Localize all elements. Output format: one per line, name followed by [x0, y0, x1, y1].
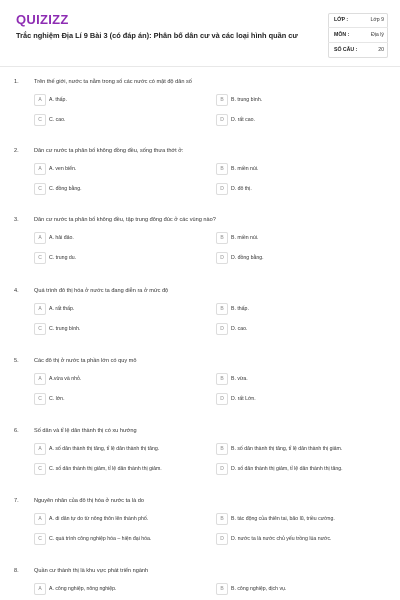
option-text: A. rất thấp.	[49, 306, 75, 312]
meta-row-subject	[328, 28, 388, 43]
option-text: B. tác động của thiên tai, bão lũ, triều cường.	[231, 516, 335, 522]
option-letter-box[interactable]: B	[216, 232, 228, 244]
option-letter-box[interactable]: B	[216, 94, 228, 106]
quizizz-logo: QUIZIZZ	[16, 12, 69, 27]
option-letter-box[interactable]: A	[34, 443, 46, 455]
option-letter-box[interactable]: B	[216, 373, 228, 385]
option-letter-box[interactable]: D	[216, 323, 228, 335]
meta-row-class	[328, 13, 388, 28]
meta-value: 20	[378, 47, 384, 53]
option-letter-box[interactable]: A	[34, 94, 46, 106]
option-text: C. trung bình.	[49, 326, 81, 332]
option-letter-box[interactable]: A	[34, 513, 46, 525]
option-text: A. hải đảo.	[49, 235, 74, 241]
meta-key: MÔN :	[334, 32, 350, 38]
question-text: Trên thế giới, nước ta nằm trong số các nước có mật độ dân số	[34, 79, 192, 85]
question-number: 4.	[14, 288, 19, 294]
meta-value: Địa lý	[371, 32, 384, 38]
option-text: C. lớn.	[49, 396, 65, 402]
option-text: B. số dân thành thị tăng, tỉ lệ dân thành thị giảm.	[231, 446, 343, 452]
worksheet-title: Trắc nghiệm Địa Lí 9 Bài 3 (có đáp án): Phân bố dân cư và các loại hình quần cư	[16, 31, 298, 40]
option-letter-box[interactable]: C	[34, 252, 46, 264]
header-divider	[0, 66, 400, 67]
option-text: D. đô thị.	[231, 186, 252, 192]
option-text: D. cao.	[231, 326, 248, 332]
option-letter-box[interactable]: A	[34, 373, 46, 385]
option-letter-box[interactable]: C	[34, 183, 46, 195]
meta-value: Lớp 9	[370, 17, 384, 23]
option-letter-box[interactable]: C	[34, 393, 46, 405]
question-text: Quá trình đô thị hóa ở nước ta đang diễn ra ở mức độ	[34, 288, 169, 294]
question-text: Quần cư thành thị là khu vực phát triển ngành	[34, 568, 149, 574]
question-text: Dân cư nước ta phân bố không đều, tập trung đông đúc ở các vùng nào?	[34, 217, 216, 223]
worksheet-header	[0, 0, 400, 62]
question-number: 7.	[14, 498, 19, 504]
option-text: A. số dân thành thị tăng, tỉ lệ dân thành thị tăng.	[49, 446, 160, 452]
question-text: Nguyên nhân của đô thị hóa ở nước ta là do	[34, 498, 144, 504]
question-number: 2.	[14, 148, 19, 154]
option-text: A.vừa và nhỏ.	[49, 376, 82, 382]
option-letter-box[interactable]: A	[34, 232, 46, 244]
option-text: C. đồng bằng.	[49, 186, 82, 192]
option-letter-box[interactable]: A	[34, 583, 46, 595]
option-text: B. vừa.	[231, 376, 248, 382]
option-letter-box[interactable]: D	[216, 393, 228, 405]
option-text: C. cao.	[49, 117, 66, 123]
option-letter-box[interactable]: D	[216, 533, 228, 545]
option-text: A. ven biển.	[49, 166, 77, 172]
question-text: Các đô thị ở nước ta phần lớn có quy mô	[34, 358, 137, 364]
worksheet-meta	[328, 13, 388, 58]
option-letter-box[interactable]: D	[216, 252, 228, 264]
question-text: Dân cư nước ta phân bố không đồng đều, sống thưa thớt ở:	[34, 148, 184, 154]
option-text: C. quá trình công nghiệp hóa – hiện đại hóa.	[49, 536, 152, 542]
option-text: D. rất Lớn.	[231, 396, 256, 402]
option-text: C. số dân thành thị giảm, tỉ lệ dân thành thị giảm.	[49, 466, 162, 472]
option-text: D. rất cao.	[231, 117, 255, 123]
meta-key: SỐ CÂU :	[334, 47, 358, 53]
option-letter-box[interactable]: B	[216, 163, 228, 175]
option-text: C. trung du.	[49, 255, 77, 261]
option-letter-box[interactable]: A	[34, 163, 46, 175]
option-letter-box[interactable]: C	[34, 114, 46, 126]
option-text: D. nước ta là nước chủ yếu trồng lúa nước.	[231, 536, 332, 542]
option-text: A. thấp.	[49, 97, 67, 103]
option-letter-box[interactable]: C	[34, 533, 46, 545]
option-text: A. di dân tự do từ nông thôn lên thành phố.	[49, 516, 149, 522]
option-text: B. trung bình.	[231, 97, 263, 103]
option-letter-box[interactable]: D	[216, 114, 228, 126]
question-number: 1.	[14, 79, 19, 85]
question-text: Số dân và tỉ lệ dân thành thị có xu hướng	[34, 428, 137, 434]
option-text: B. công nghiệp, dịch vụ.	[231, 586, 287, 592]
option-letter-box[interactable]: C	[34, 463, 46, 475]
option-text: B. miền núi.	[231, 166, 259, 172]
option-letter-box[interactable]: C	[34, 323, 46, 335]
option-letter-box[interactable]: B	[216, 303, 228, 315]
meta-row-count	[328, 43, 388, 58]
meta-key: LỚP :	[334, 17, 349, 23]
option-text: D. đồng bằng.	[231, 255, 264, 261]
option-letter-box[interactable]: A	[34, 303, 46, 315]
option-letter-box[interactable]: D	[216, 183, 228, 195]
question-number: 3.	[14, 217, 19, 223]
option-text: A. công nghiệp, nông nghiệp.	[49, 586, 117, 592]
option-letter-box[interactable]: B	[216, 443, 228, 455]
option-letter-box[interactable]: B	[216, 513, 228, 525]
option-text: D. số dân thành thị giảm, tỉ lệ dân thành thị tăng.	[231, 466, 343, 472]
question-number: 8.	[14, 568, 19, 574]
question-number: 5.	[14, 358, 19, 364]
option-letter-box[interactable]: D	[216, 463, 228, 475]
option-letter-box[interactable]: B	[216, 583, 228, 595]
question-number: 6.	[14, 428, 19, 434]
option-text: B. thấp.	[231, 306, 249, 312]
option-text: B. miền núi.	[231, 235, 259, 241]
